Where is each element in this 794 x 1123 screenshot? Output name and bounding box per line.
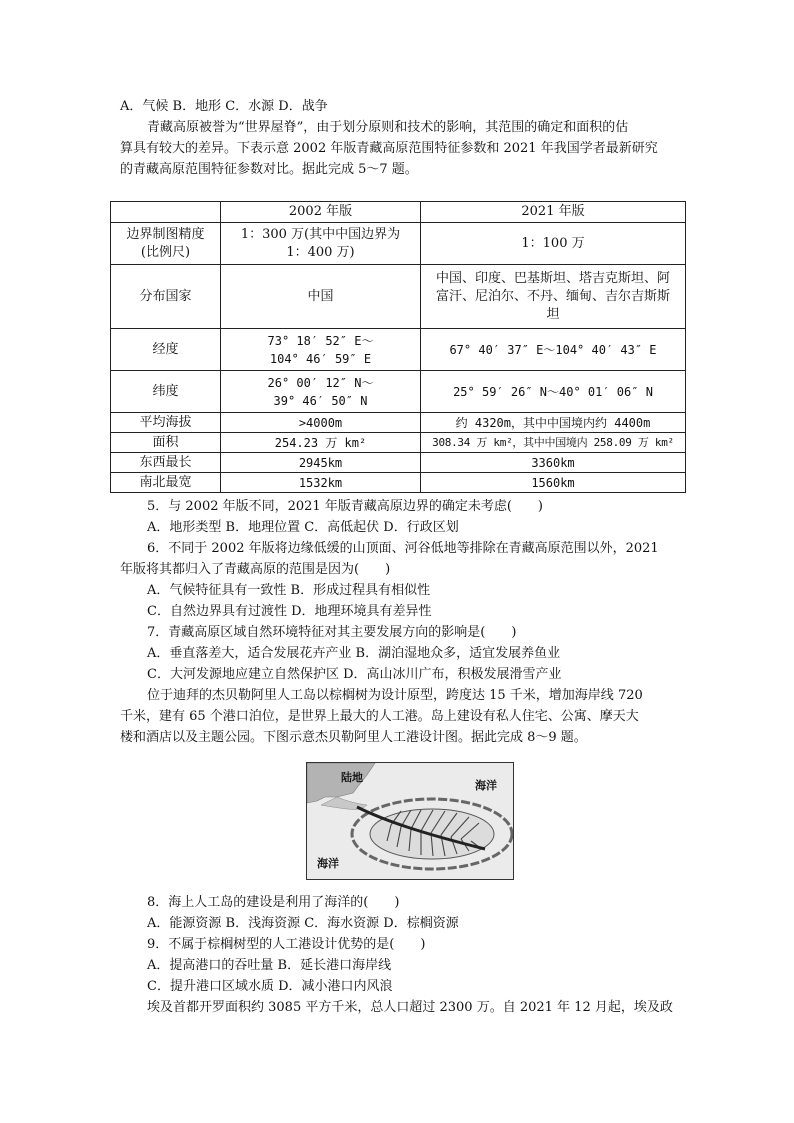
header-2002: 2002 年版: [221, 202, 421, 223]
row-label: 分布国家: [111, 265, 221, 329]
q5-options: A．地形类型 B．地理位置 C．高低起伏 D．行政区划: [147, 520, 459, 535]
q5-stem: 5．与 2002 年版不同，2021 年版青藏高原边界的确定未考虑( ): [147, 499, 543, 514]
cell-2002: 254.23 万 km²: [221, 433, 421, 453]
cell-2021: 约 4320m，其中中国境内约 4400m: [421, 413, 686, 433]
cell-2021: 1：100 万: [421, 223, 686, 265]
intro1-line1: 青藏高原被誉为“世界屋脊”，由于划分原则和技术的影响，其范围的确定和面积的估: [147, 120, 629, 135]
palm-port-figure: [306, 762, 514, 880]
cell-2002: 26° 00′ 12″ N～ 39° 46′ 50″ N: [221, 371, 421, 413]
cell-2021: 308.34 万 km²，其中中国境内 258.09 万 km²: [421, 433, 686, 453]
intro1-line3: 的青藏高原范围特征参数对比。据此完成 5～7 题。: [120, 162, 418, 177]
cell-2002: 2945km: [221, 453, 421, 473]
plateau-parameter-table: [110, 201, 686, 493]
q9-options-2: C．提升港口区域水质 D．减小港口内风浪: [147, 979, 393, 994]
q6-options-2: C．自然边界具有过渡性 D．地理环境具有差异性: [147, 604, 432, 619]
cell-2002: 1：300 万(其中中国边界为 1：400 万): [221, 223, 421, 265]
cell-2002: 73° 18′ 52″ E～ 104° 46′ 59″ E: [221, 329, 421, 371]
intro3-line: 埃及首都开罗面积约 3085 平方千米，总人口超过 2300 万。自 2021 年 12 月起，埃及政: [147, 1000, 673, 1015]
q9-stem: 9．不属于棕榈树型的人工港设计优势的是( ): [147, 937, 426, 952]
q6-options-1: A．气候特征具有一致性 B．形成过程具有相似性: [147, 583, 431, 598]
q9-options-1: A．提高港口的吞吐量 B．延长港口海岸线: [147, 958, 392, 973]
sea-label-top: 海洋: [475, 779, 497, 792]
cell-2021: 3360km: [421, 453, 686, 473]
cell-2002: 中国: [221, 265, 421, 329]
intro1-line2: 算具有较大的差异。下表示意 2002 年版青藏高原范围特征参数和 2021 年我国学者最新研究: [120, 141, 658, 156]
q6-stem-line1: 6．不同于 2002 年版将边缘低缓的山顶面、河谷低地等排除在青藏高原范围以外，2021: [147, 541, 659, 556]
cell-2002: 1532km: [221, 473, 421, 493]
q4-options: A．气候 B．地形 C．水源 D．战争: [120, 99, 328, 114]
row-label: 东西最长: [111, 453, 221, 473]
header-2021: 2021 年版: [421, 202, 686, 223]
cell-2002: >4000m: [221, 413, 421, 433]
intro2-line2: 千米，建有 65 个港口泊位，是世界上最大的人工港。岛上建设有私人住宅、公寓、摩天大: [120, 709, 639, 724]
intro2-line3: 楼和酒店以及主题公园。下图示意杰贝勒阿里人工港设计图。据此完成 8～9 题。: [120, 730, 587, 745]
row-label: 平均海拔: [111, 413, 221, 433]
cell-2021: 67° 40′ 37″ E～104° 40′ 43″ E: [421, 329, 686, 371]
sea-label-bottom: 海洋: [317, 857, 339, 870]
q8-options: A．能源资源 B．浅海资源 C．海水资源 D．棕榈资源: [147, 916, 459, 931]
cell-2021: 中国、印度、巴基斯坦、塔吉克斯坦、阿 富汗、尼泊尔、不丹、缅甸、吉尔吉斯斯 坦: [421, 265, 686, 329]
q7-stem: 7．青藏高原区域自然环境特征对其主要发展方向的影响是( ): [147, 625, 517, 640]
land-label: 陆地: [341, 771, 363, 784]
cell-2021: 25° 59′ 26″ N～40° 01′ 06″ N: [421, 371, 686, 413]
q6-stem-line2: 年版将其都归入了青藏高原的范围是因为( ): [120, 562, 391, 577]
cell-2021: 1560km: [421, 473, 686, 493]
q8-stem: 8．海上人工岛的建设是利用了海洋的( ): [147, 895, 400, 910]
row-label: 纬度: [111, 371, 221, 413]
intro2-line1: 位于迪拜的杰贝勒阿里人工岛以棕榈树为设计原型，跨度达 15 千米，增加海岸线 720: [147, 688, 643, 703]
q7-options-2: C．大河发源地应建立自然保护区 D．高山冰川广布，积极发展滑雪产业: [147, 667, 562, 682]
q7-options-1: A．垂直落差大，适合发展花卉产业 B．湖泊湿地众多，适宜发展养鱼业: [147, 646, 561, 661]
row-label: 经度: [111, 329, 221, 371]
row-label: 面积: [111, 433, 221, 453]
row-label: 南北最宽: [111, 473, 221, 493]
table-corner: [111, 202, 221, 223]
row-label: 边界制图精度 (比例尺): [111, 223, 221, 265]
